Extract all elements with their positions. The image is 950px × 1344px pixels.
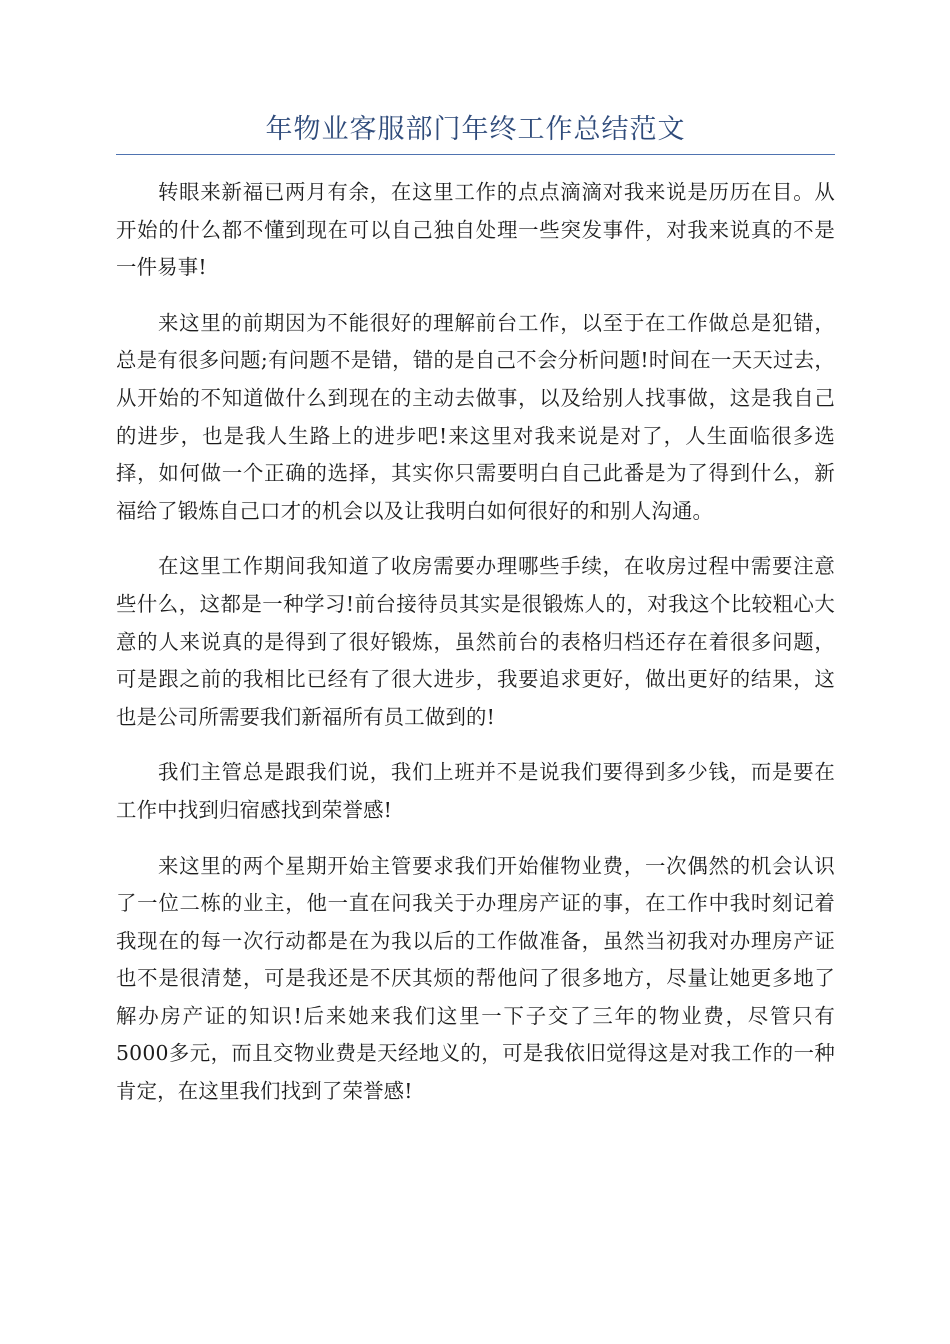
document-body: [116, 174, 835, 1129]
title-underline: [116, 154, 835, 155]
paragraph-1: 转眼来新福已两月有余，在这里工作的点点滴滴对我来说是历历在目。从开始的什么都不懂到现在可以自己独自处理一些突发事件，对我来说真的不是一件易事!: [116, 180, 835, 280]
paragraph-2: 来这里的前期因为不能很好的理解前台工作，以至于在工作做总是犯错，总是有很多问题;有问题不是错，错的是自己不会分析问题!时间在一天天过去，从开始的不知道做什么到现在的主动去做事，以及给别人找事做，这是我自己的进步，也是我人生路上的进步吧!来这里对我来说是对了，人生面临很多选择，如何做一个正确的选择，其实你只需要明白自己此番是为了得到什么，新福给了锻炼自己口才的机会以及让我明白如何很好的和别人沟通。: [116, 310, 835, 523]
document-title: 年物业客服部门年终工作总结范文: [265, 114, 686, 145]
paragraph-5: 来这里的两个星期开始主管要求我们开始催物业费，一次偶然的机会认识了一位二栋的业主，他一直在问我关于办理房产证的事，在工作中我时刻记着我现在的每一次行动都是在为我以后的工作做准备，虽然当初我对办理房产证也不是很清楚，可是我还是不厌其烦的帮他问了很多地方，尽量让她更多地了解办房产证的知识!后来她来我们这里一下子交了三年的物业费，尽管只有5000多元，而且交物业费是天经地义的，可是我依旧觉得这是对我工作的一种肯定，在这里我们找到了荣誉感!: [116, 853, 835, 1104]
paragraph-3: 在这里工作期间我知道了收房需要办理哪些手续，在收房过程中需要注意些什么，这都是一种学习!前台接待员其实是很锻炼人的，对我这个比较粗心大意的人来说真的是得到了很好锻炼，虽然前台的表格归档还存在着很多问题，可是跟之前的我相比已经有了很大进步，我要追求更好，做出更好的结果，这也是公司所需要我们新福所有员工做到的!: [116, 554, 835, 729]
paragraph-4: 我们主管总是跟我们说，我们上班并不是说我们要得到多少钱，而是要在工作中找到归宿感找到荣誉感!: [116, 760, 835, 822]
